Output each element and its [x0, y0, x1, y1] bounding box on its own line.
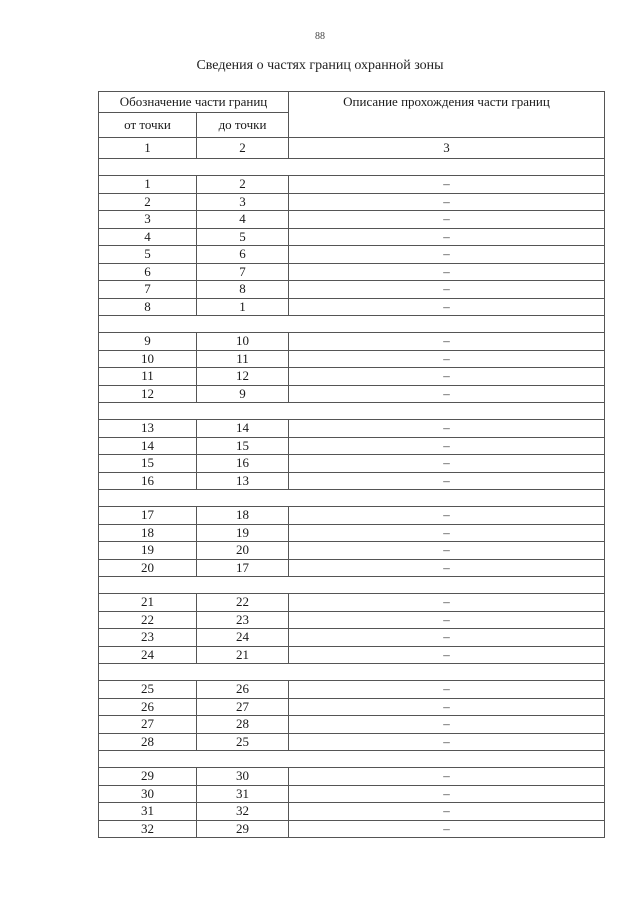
from-point-cell: 11: [99, 368, 197, 386]
table-row: [99, 281, 605, 299]
to-point-cell: 4: [197, 211, 289, 229]
from-point-cell: 5: [99, 246, 197, 264]
from-point-cell: 25: [99, 681, 197, 699]
to-point-cell: 25: [197, 733, 289, 751]
from-point-cell: 27: [99, 716, 197, 734]
from-point-cell: 30: [99, 785, 197, 803]
group-separator-cell: [99, 577, 605, 594]
table-row: [99, 594, 605, 612]
from-point-cell: 22: [99, 611, 197, 629]
to-point-cell: 19: [197, 524, 289, 542]
to-point-cell: 9: [197, 385, 289, 403]
group-separator-row: [99, 316, 605, 333]
description-cell: –: [289, 716, 605, 734]
from-point-cell: 2: [99, 193, 197, 211]
to-point-cell: 26: [197, 681, 289, 699]
table-row: [99, 611, 605, 629]
table-row: [99, 524, 605, 542]
table-row: [99, 193, 605, 211]
table-row: [99, 803, 605, 821]
from-point-cell: 17: [99, 507, 197, 525]
column-number: 1: [99, 138, 197, 159]
description-cell: –: [289, 368, 605, 386]
description-cell: –: [289, 211, 605, 229]
to-point-cell: 8: [197, 281, 289, 299]
from-point-cell: 4: [99, 228, 197, 246]
description-cell: –: [289, 420, 605, 438]
description-cell: –: [289, 681, 605, 699]
group-separator-cell: [99, 664, 605, 681]
description-cell: –: [289, 437, 605, 455]
from-point-cell: 14: [99, 437, 197, 455]
description-cell: –: [289, 803, 605, 821]
to-point-cell: 32: [197, 803, 289, 821]
from-point-cell: 1: [99, 176, 197, 194]
column-number: 2: [197, 138, 289, 159]
description-cell: –: [289, 472, 605, 490]
group-separator-cell: [99, 490, 605, 507]
from-point-cell: 12: [99, 385, 197, 403]
to-point-cell: 27: [197, 698, 289, 716]
table-row: [99, 385, 605, 403]
to-point-cell: 28: [197, 716, 289, 734]
description-cell: –: [289, 228, 605, 246]
group-separator-row: [99, 159, 605, 176]
from-point-cell: 15: [99, 455, 197, 473]
from-point-cell: 32: [99, 820, 197, 838]
from-point-cell: 24: [99, 646, 197, 664]
description-cell: –: [289, 559, 605, 577]
group-separator-row: [99, 403, 605, 420]
from-point-cell: 23: [99, 629, 197, 647]
table-row: [99, 785, 605, 803]
table-row: [99, 368, 605, 386]
group-separator-row: [99, 751, 605, 768]
to-point-cell: 29: [197, 820, 289, 838]
description-cell: –: [289, 698, 605, 716]
group-separator-row: [99, 664, 605, 681]
group-separator-cell: [99, 316, 605, 333]
table-row: [99, 246, 605, 264]
table-row: [99, 211, 605, 229]
table-row: [99, 455, 605, 473]
to-point-cell: 17: [197, 559, 289, 577]
page-number: 88: [315, 31, 325, 42]
description-cell: –: [289, 594, 605, 612]
column-number: 3: [289, 138, 605, 159]
document-title: Сведения о частях границ охранной зоны: [196, 58, 444, 73]
to-point-cell: 6: [197, 246, 289, 264]
table-row: [99, 472, 605, 490]
description-cell: –: [289, 768, 605, 786]
description-cell: –: [289, 350, 605, 368]
from-point-cell: 6: [99, 263, 197, 281]
from-point-cell: 13: [99, 420, 197, 438]
description-cell: –: [289, 455, 605, 473]
table-row: [99, 176, 605, 194]
table-row: [99, 263, 605, 281]
from-point-cell: 3: [99, 211, 197, 229]
description-cell: –: [289, 611, 605, 629]
from-point-cell: 28: [99, 733, 197, 751]
table-row: [99, 542, 605, 560]
from-point-cell: 19: [99, 542, 197, 560]
from-point-cell: 29: [99, 768, 197, 786]
from-point-cell: 26: [99, 698, 197, 716]
group-separator-row: [99, 490, 605, 507]
description-cell: –: [289, 629, 605, 647]
to-point-cell: 5: [197, 228, 289, 246]
to-point-cell: 16: [197, 455, 289, 473]
description-cell: –: [289, 193, 605, 211]
to-point-cell: 31: [197, 785, 289, 803]
description-cell: –: [289, 176, 605, 194]
column-number-row: [99, 138, 605, 159]
to-point-cell: 13: [197, 472, 289, 490]
to-point-cell: 10: [197, 333, 289, 351]
to-point-cell: 3: [197, 193, 289, 211]
description-cell: –: [289, 385, 605, 403]
from-point-cell: 21: [99, 594, 197, 612]
header-from-point: от точки: [99, 113, 197, 138]
header-description: Описание прохождения части границ: [289, 92, 605, 138]
from-point-cell: 10: [99, 350, 197, 368]
boundary-parts-table: [98, 91, 605, 838]
description-cell: –: [289, 246, 605, 264]
from-point-cell: 18: [99, 524, 197, 542]
group-separator-row: [99, 577, 605, 594]
to-point-cell: 7: [197, 263, 289, 281]
description-cell: –: [289, 507, 605, 525]
header-to-point: до точки: [197, 113, 289, 138]
table-row: [99, 437, 605, 455]
description-cell: –: [289, 733, 605, 751]
table-row: [99, 629, 605, 647]
table-body: [99, 138, 605, 838]
from-point-cell: 20: [99, 559, 197, 577]
from-point-cell: 8: [99, 298, 197, 316]
description-cell: –: [289, 646, 605, 664]
from-point-cell: 31: [99, 803, 197, 821]
description-cell: –: [289, 298, 605, 316]
to-point-cell: 18: [197, 507, 289, 525]
from-point-cell: 7: [99, 281, 197, 299]
group-separator-cell: [99, 403, 605, 420]
table-row: [99, 333, 605, 351]
to-point-cell: 23: [197, 611, 289, 629]
to-point-cell: 30: [197, 768, 289, 786]
header-boundary-part: Обозначение части границ: [99, 92, 289, 113]
to-point-cell: 14: [197, 420, 289, 438]
description-cell: –: [289, 524, 605, 542]
table-row: [99, 681, 605, 699]
table-row: [99, 820, 605, 838]
to-point-cell: 20: [197, 542, 289, 560]
to-point-cell: 1: [197, 298, 289, 316]
description-cell: –: [289, 263, 605, 281]
description-cell: –: [289, 785, 605, 803]
table-row: [99, 768, 605, 786]
table-row: [99, 507, 605, 525]
table-row: [99, 559, 605, 577]
table-row: [99, 646, 605, 664]
description-cell: –: [289, 333, 605, 351]
to-point-cell: 22: [197, 594, 289, 612]
description-cell: –: [289, 542, 605, 560]
from-point-cell: 9: [99, 333, 197, 351]
table-row: [99, 298, 605, 316]
group-separator-cell: [99, 751, 605, 768]
description-cell: –: [289, 820, 605, 838]
table-row: [99, 350, 605, 368]
from-point-cell: 16: [99, 472, 197, 490]
table-row: [99, 716, 605, 734]
to-point-cell: 2: [197, 176, 289, 194]
to-point-cell: 21: [197, 646, 289, 664]
to-point-cell: 24: [197, 629, 289, 647]
group-separator-cell: [99, 159, 605, 176]
to-point-cell: 11: [197, 350, 289, 368]
table-row: [99, 228, 605, 246]
to-point-cell: 15: [197, 437, 289, 455]
to-point-cell: 12: [197, 368, 289, 386]
description-cell: –: [289, 281, 605, 299]
table-row: [99, 698, 605, 716]
table-row: [99, 733, 605, 751]
table-row: [99, 420, 605, 438]
